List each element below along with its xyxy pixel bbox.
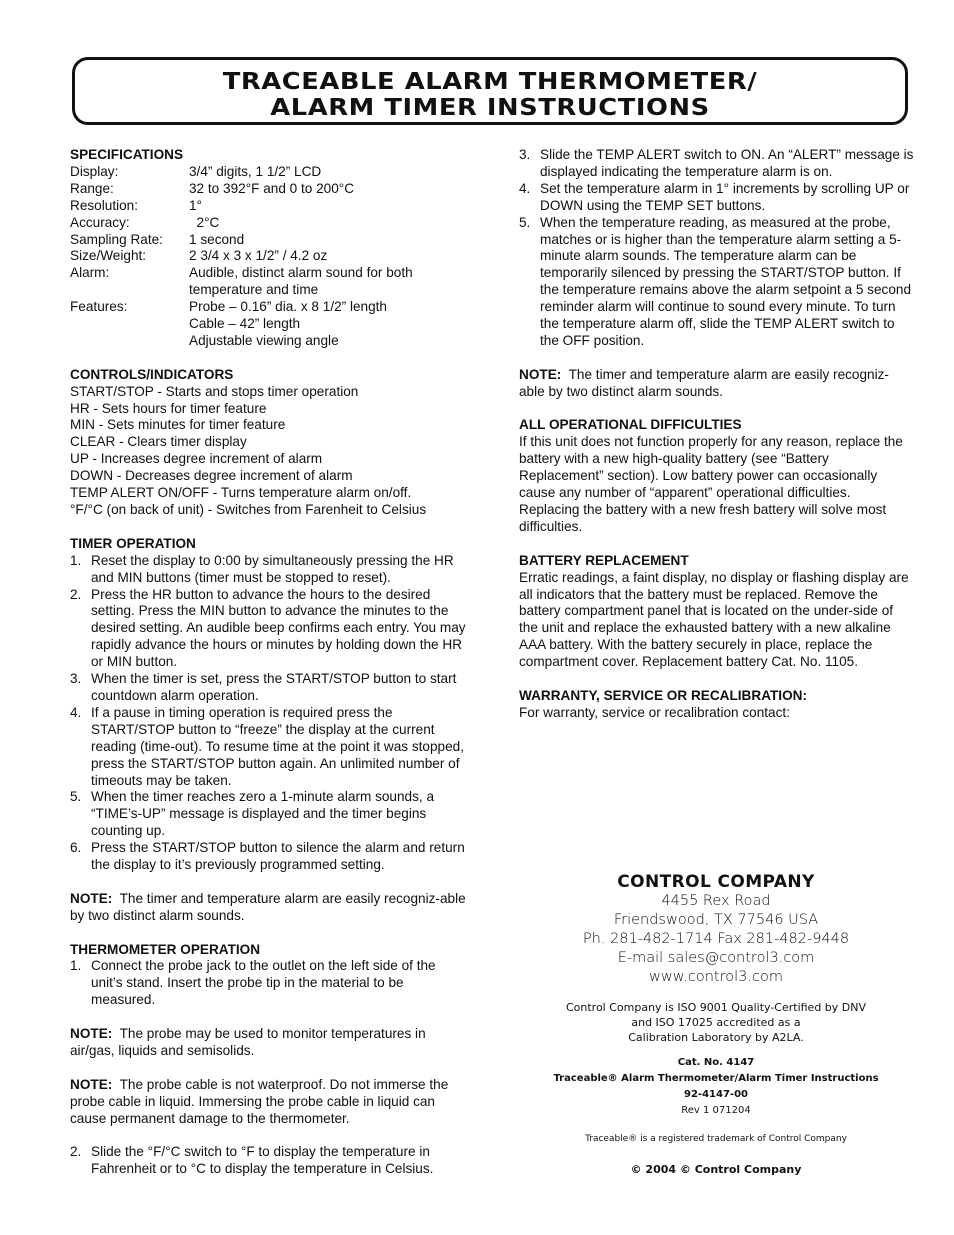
step-text: Press the HR button to advance the hours to the desired setting. Press the MIN button to advance the minutes to the desired setting. An audible beep confirms each entry. You may rapidly advance the hours or minutes by holding down the HR or MIN button.	[91, 586, 466, 670]
company-address-2: Friendswood, TX 77546 USA	[613, 912, 819, 928]
spec-value: Cable – 42” length	[189, 316, 301, 332]
note-label: NOTE:	[70, 1076, 113, 1092]
specifications-table	[70, 164, 468, 350]
spec-value: 1 second	[189, 231, 245, 247]
note-label: NOTE:	[70, 890, 113, 906]
spec-row	[70, 181, 468, 198]
revision: Rev 1 071204	[681, 1105, 751, 1116]
trademark-notice: Traceable® is a registered trademark of Control Company	[585, 1134, 847, 1144]
company-address-1: 4455 Rex Road	[661, 893, 771, 909]
spec-value: 32 to 392°F and 0 to 200°C	[189, 180, 355, 196]
spec-value: 2°C	[189, 214, 220, 230]
list-item	[70, 958, 468, 1009]
timer-note	[70, 891, 468, 925]
company-name: CONTROL COMPANY	[617, 872, 815, 892]
spec-key: Alarm:	[70, 265, 110, 281]
step-number: 6.	[70, 840, 82, 856]
spec-value: 1°	[189, 197, 202, 213]
step-number: 3.	[70, 671, 82, 687]
difficulties-heading: ALL OPERATIONAL DIFFICULTIES	[519, 417, 742, 433]
step-number: 1.	[70, 958, 82, 974]
iso-statement	[516, 1000, 916, 1045]
battery-heading: BATTERY REPLACEMENT	[519, 552, 689, 568]
iso-line: Calibration Laboratory by A2LA.	[628, 1031, 804, 1044]
spec-key: Resolution:	[70, 197, 139, 213]
list-item	[70, 1144, 468, 1178]
spec-row	[70, 333, 468, 350]
spec-row	[70, 164, 468, 181]
spec-value: Probe – 0.16” dia. x 8 1/2” length	[189, 299, 387, 315]
iso-line: and ISO 17025 accredited as a	[631, 1016, 801, 1029]
battery-text: Erratic readings, a faint display, no display or flashing display are all indicators that the battery must be replaced. Remove the battery compartment panel that is located on the under-side of the unit and replace the exhausted battery with a new alkaline AAA battery. With the battery securely in place, replace the compartment cover. Replacement battery Cat. No. 1105.	[519, 569, 909, 670]
step-text: Reset the display to 0:00 by simultaneously pressing the HR and MIN buttons (timer must be stopped to reset).	[91, 552, 454, 585]
spec-value: Adjustable viewing angle	[189, 332, 339, 348]
spec-row	[70, 232, 468, 249]
note-label: NOTE:	[519, 366, 562, 382]
part-number: 92-4147-00	[684, 1089, 748, 1100]
list-item	[70, 671, 468, 705]
spec-key: Sampling Rate:	[70, 231, 163, 247]
warranty-text: For warranty, service or recalibration contact:	[519, 704, 790, 720]
control-item: MIN - Sets minutes for timer feature	[70, 417, 286, 433]
spec-key	[70, 333, 189, 350]
control-item: HR - Sets hours for timer feature	[70, 400, 267, 416]
company-web: www.control3.com	[649, 969, 783, 985]
thermometer-note-2	[70, 1077, 468, 1128]
list-item	[70, 587, 468, 672]
spec-key: Display:	[70, 163, 119, 179]
catalog-number: Cat. No. 4147	[677, 1057, 755, 1068]
spec-value: 2 3/4 x 3 x 1/2” / 4.2 oz	[189, 248, 328, 264]
company-email: E-mail sales@control3.com	[617, 950, 815, 966]
note-label: NOTE:	[70, 1026, 113, 1042]
copyright-notice: © 2004 © Control Company	[630, 1163, 802, 1176]
step-text: Connect the probe jack to the outlet on the left side of the unit’s stand. Insert the probe tip in the material to be measured.	[91, 958, 436, 1008]
note-text: The timer and temperature alarm are easily recogniz-able by two distinct alarm sounds.	[519, 366, 889, 399]
controls-heading: CONTROLS/INDICATORS	[70, 366, 234, 382]
step-number: 4.	[70, 704, 82, 720]
step-number: 3.	[519, 147, 531, 162]
thermometer-heading: THERMOMETER OPERATION	[70, 941, 261, 957]
spec-key: Range:	[70, 180, 114, 196]
spec-value: 3/4” digits, 1 1/2” LCD	[189, 163, 322, 179]
note-text: The probe cable is not waterproof. Do not immerse the probe cable in liquid. Immersing the probe cable in liquid can cause permanent damage to the thermometer.	[70, 1076, 449, 1126]
step-number: 2.	[70, 586, 82, 602]
step-number: 5.	[519, 214, 531, 230]
spec-key: Accuracy:	[70, 214, 130, 230]
list-item	[519, 181, 914, 215]
control-item: TEMP ALERT ON/OFF - Turns temperature alarm on/off.	[70, 485, 412, 501]
step-number: 4.	[519, 180, 531, 196]
control-item: START/STOP - Starts and stops timer operation	[70, 383, 359, 399]
step-text: Press the START/STOP button to silence the alarm and return the display to it’s previously programmed setting.	[91, 840, 465, 873]
title-banner	[72, 57, 908, 125]
list-item	[519, 147, 914, 181]
thermometer-steps-a	[70, 958, 468, 1009]
thermometer-steps-b	[70, 1144, 468, 1178]
spec-value: Audible, distinct alarm sound for both temperature and time	[189, 265, 413, 298]
step-text: If a pause in timing operation is required press the START/STOP button to “freeze” the display at the current reading (time-out). To resume time at the point it was stopped, press the START/STOP button again. An unlimited number of timeouts may be taken.	[91, 704, 465, 788]
difficulties-text: If this unit does not function properly for any reason, replace the battery with a new high-quality battery (see “Battery Replacement” section). Low battery power can occasionally cause any number of “apparent” operational difficulties. Replacing the battery with a new fresh battery will solve most difficulties.	[519, 434, 903, 534]
thermometer-steps-c	[519, 147, 914, 350]
step-text: Set the temperature alarm in 1° increments by scrolling UP or DOWN using the TEMP SET buttons.	[540, 180, 910, 213]
step-number: 5.	[70, 789, 82, 805]
thermometer-note-1	[70, 1026, 468, 1060]
timer-steps	[70, 553, 468, 874]
step-number: 1.	[70, 552, 82, 568]
product-line: Traceable® Alarm Thermometer/Alarm Timer Instructions	[553, 1073, 879, 1084]
left-column	[70, 147, 468, 1178]
control-item: °F/°C (on back of unit) - Switches from Farenheit to Celsius	[70, 502, 427, 518]
spec-row	[70, 265, 468, 299]
spec-key: Size/Weight:	[70, 248, 147, 264]
warranty-heading: WARRANTY, SERVICE OR RECALIBRATION:	[519, 687, 807, 703]
catalog-info	[516, 1055, 916, 1119]
list-item	[519, 215, 914, 350]
control-item: UP - Increases degree increment of alarm	[70, 451, 323, 467]
spec-row	[70, 198, 468, 215]
list-item	[70, 840, 468, 874]
step-text: When the timer is set, press the START/STOP button to start countdown alarm operation.	[91, 671, 457, 703]
spec-row	[70, 215, 468, 232]
spec-row	[70, 316, 468, 333]
iso-line: Control Company is ISO 9001 Quality-Certified by DNV	[565, 1001, 867, 1014]
spec-key: Features:	[70, 299, 128, 315]
control-item: CLEAR - Clears timer display	[70, 434, 247, 450]
list-item	[70, 789, 468, 840]
thermometer-note-3	[519, 367, 914, 401]
list-item	[70, 705, 468, 790]
specifications-heading: SPECIFICATIONS	[70, 147, 184, 162]
title-line-2: ALARM TIMER INSTRUCTIONS	[270, 95, 710, 121]
list-item	[70, 553, 468, 587]
spec-row	[70, 248, 468, 265]
company-block	[516, 872, 916, 1177]
timer-heading: TIMER OPERATION	[70, 535, 196, 551]
step-text: When the temperature reading, as measured at the probe, matches or is higher than the temperature alarm setting a 5-minute alarm sounds. The temperature alarm can be temporarily silenced by pressing the START/STOP button. If the temperature remains above the alarm setpoint a 5 second reminder alarm will continue to sound every minute. To turn the temperature alarm off, slide the TEMP ALERT switch to the OFF position.	[540, 214, 912, 348]
step-number: 2.	[70, 1144, 82, 1160]
step-text: When the timer reaches zero a 1-minute alarm sounds, a “TIME’s-UP” message is displayed and the timer begins counting up.	[91, 789, 435, 839]
step-text: Slide the °F/°C switch to °F to display the temperature in Fahrenheit or to °C to display the temperature in Celsius.	[91, 1144, 434, 1177]
note-text: The timer and temperature alarm are easily recogniz-able by two distinct alarm sounds.	[70, 890, 466, 923]
note-text: The probe may be used to monitor temperatures in air/gas, liquids and semisolids.	[70, 1026, 426, 1058]
title-line-1: TRACEABLE ALARM THERMOMETER/	[222, 69, 758, 95]
control-item: DOWN - Decreases degree increment of alarm	[70, 468, 353, 484]
step-text: Slide the TEMP ALERT switch to ON. An “ALERT” message is displayed indicating the temperature alarm is on.	[540, 147, 914, 179]
right-column	[519, 147, 914, 722]
company-phone: Ph. 281-482-1714 Fax 281-482-9448	[582, 931, 850, 947]
spec-key	[70, 316, 189, 333]
spec-row	[70, 299, 468, 316]
